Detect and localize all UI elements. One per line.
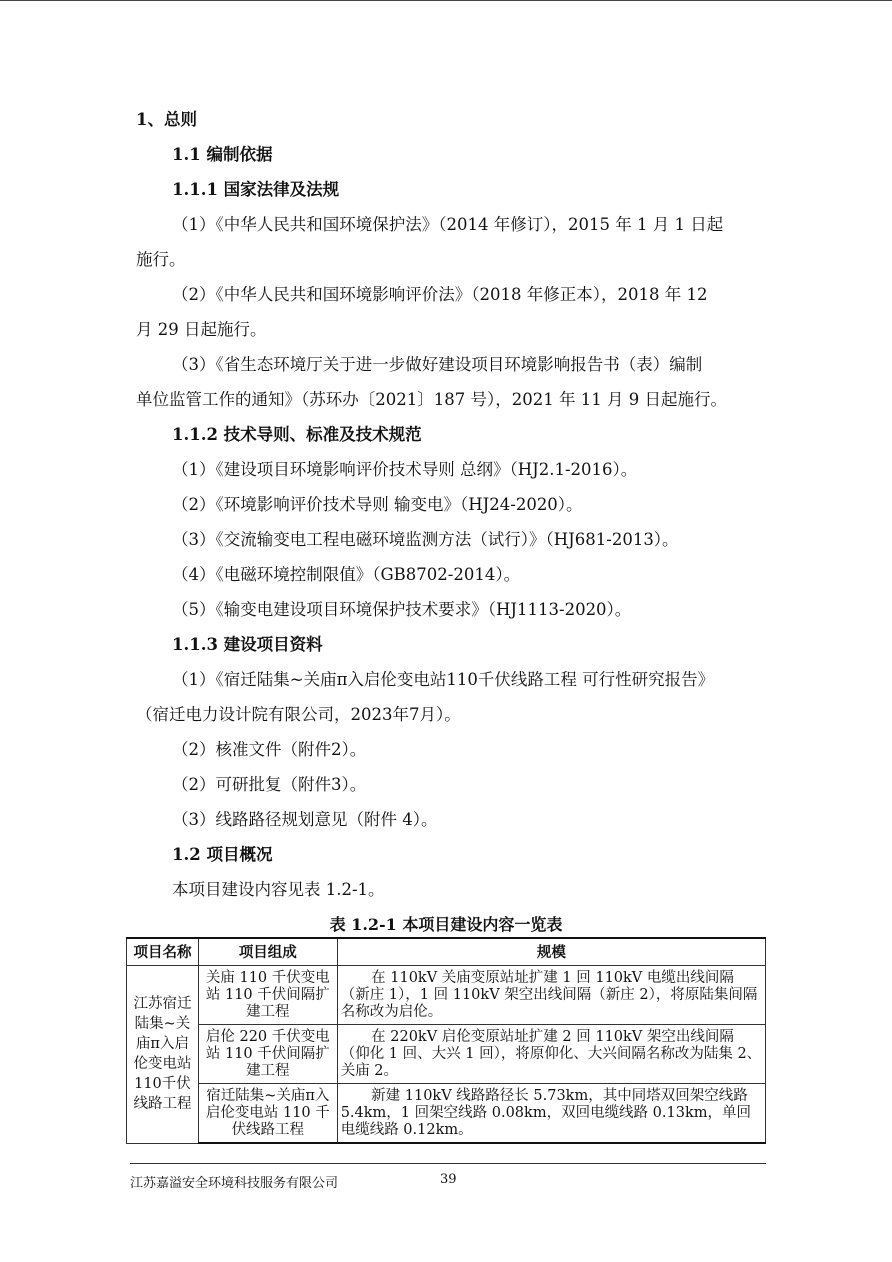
- standard-item-3: （3）《交流输变电工程电磁环境监测方法（试行）》（HJ681-2013）。: [172, 530, 679, 549]
- material-item-1-line1: （1）《宿迁陆集~关庙π入启伦变电站110千伏线路工程 可行性研究报告》: [172, 670, 715, 689]
- component-cell: 宿迁陆集~关庙π入启伦变电站 110 千伏线路工程: [198, 1084, 337, 1144]
- header-scale: 规模: [337, 938, 765, 966]
- heading-project-materials: 1.1.3 建设项目资料: [172, 635, 323, 654]
- material-item-3: （2）可研批复（附件3）。: [172, 775, 367, 794]
- project-content-table: [126, 937, 766, 1144]
- heading-standards: 1.1.2 技术导则、标准及技术规范: [172, 425, 422, 444]
- standard-item-4: （4）《电磁环境控制限值》（GB8702-2014）。: [172, 565, 521, 584]
- standard-item-5: （5）《输变电建设项目环境保护技术要求》（HJ1113-2020）。: [172, 600, 632, 619]
- law-item-1-line2: 施行。: [136, 250, 186, 269]
- standard-item-1: （1）《建设项目环境影响评价技术导则 总纲》（HJ2.1-2016）。: [172, 460, 638, 479]
- footer-divider: [130, 1163, 766, 1164]
- component-cell: 关庙 110 千伏变电站 110 千伏间隔扩建工程: [198, 966, 337, 1025]
- table-caption: 表 1.2-1 本项目建设内容一览表: [329, 915, 563, 934]
- page-number: 39: [440, 1172, 457, 1187]
- scale-cell: 在 110kV 关庙变原站址扩建 1 回 110kV 电缆出线间隔（新庄 1），1 回 110kV 架空出线间隔（新庄 2），将原陆集间隔名称改为启伦。: [337, 966, 765, 1025]
- law-item-2-line2: 月 29 日起施行。: [136, 320, 267, 339]
- top-border-line: [0, 0, 892, 1]
- overview-text: 本项目建设内容见表 1.2-1。: [172, 880, 385, 899]
- header-project-name: 项目名称: [127, 938, 199, 966]
- table-row: [127, 966, 766, 1025]
- component-cell: 启伦 220 千伏变电站 110 千伏间隔扩建工程: [198, 1025, 337, 1084]
- scale-cell: 在 220kV 启伦变原站址扩建 2 回 110kV 架空出线间隔（仰化 1 回、大兴 1 回），将原仰化、大兴间隔名称改为陆集 2、关庙 2。: [337, 1025, 765, 1084]
- table-row: [127, 1025, 766, 1084]
- law-item-1-line1: （1）《中华人民共和国环境保护法》（2014 年修订），2015 年 1 月 1 日起: [172, 215, 724, 234]
- heading-general: 1、总则: [136, 110, 197, 129]
- material-item-4: （3）线路路径规划意见（附件 4）。: [172, 810, 438, 829]
- law-item-3-line1: （3）《省生态环境厅关于进一步做好建设项目环境影响报告书（表）编制: [172, 355, 703, 374]
- header-project-component: 项目组成: [198, 938, 337, 966]
- scale-cell: 新建 110kV 线路路径长 5.73km，其中同塔双回架空线路 5.4km，1 回架空线路 0.08km，双回电缆线路 0.13km，单回电缆线路 0.12km。: [337, 1084, 765, 1144]
- law-item-2-line1: （2）《中华人民共和国环境影响评价法》（2018 年修正本），2018 年 12: [172, 285, 708, 304]
- material-item-1-line2: （宿迁电力设计院有限公司，2023年7月）。: [136, 705, 461, 724]
- standard-item-2: （2）《环境影响评价技术导则 输变电》（HJ24-2020）。: [172, 495, 583, 514]
- material-item-2: （2）核准文件（附件2）。: [172, 740, 367, 759]
- heading-laws: 1.1.1 国家法律及法规: [172, 180, 340, 199]
- project-name-cell: 江苏宿迁陆集~关庙π入启伦变电站110千伏线路工程: [127, 966, 199, 1144]
- table-row: [127, 1084, 766, 1144]
- law-item-3-line2: 单位监管工作的通知》（苏环办〔2021〕187 号），2021 年 11 月 9 日起施行。: [136, 390, 727, 409]
- table-header-row: [127, 938, 766, 966]
- footer-company: 江苏嘉溢安全环境科技服务有限公司: [130, 1176, 339, 1191]
- heading-compilation-basis: 1.1 编制依据: [172, 145, 273, 164]
- heading-project-overview: 1.2 项目概况: [172, 845, 273, 864]
